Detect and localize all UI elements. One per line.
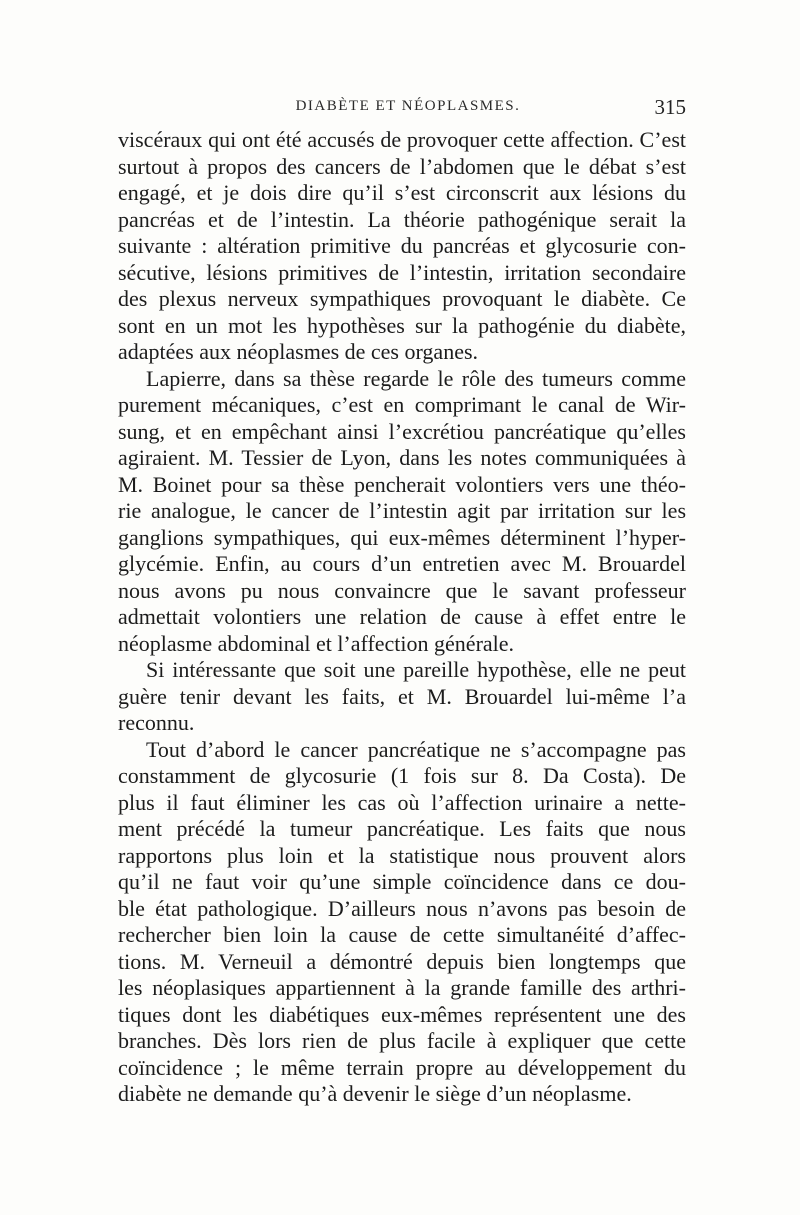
text-line: sécutive, lésions primitives de l’intestin, irritation secondaire: [118, 259, 686, 285]
text-line: néoplasme abdominal et l’affection générale.: [118, 630, 515, 656]
text-line: guère tenir devant les faits, et M. Brouardel lui-même l’a: [118, 683, 686, 709]
text-line: ment précédé la tumeur pancréatique. Les faits que nous: [118, 816, 686, 841]
text-line: ganglions sympathiques, qui eux-mêmes déterminent l’hyper-: [118, 524, 686, 550]
text-line: des plexus nerveux sympathiques provoquant le diabète. Ce: [118, 286, 686, 311]
text-line: admettait volontiers une relation de cause à effet entre le: [118, 604, 686, 629]
text-line: branches. Dès lors rien de plus facile à expliquer que cette: [118, 1028, 686, 1053]
text-line: pancréas et de l’intestin. La théorie pathogénique serait la: [118, 206, 686, 232]
text-line: rie analogue, le cancer de l’intestin agit par irritation sur les: [118, 498, 686, 523]
text-line: tiques dont les diabétiques eux-mêmes représentent une des: [118, 1001, 686, 1027]
text-line: glycémie. Enfin, au cours d’un entretien avec M. Brouardel: [118, 551, 686, 576]
text-line: sung, et en empêchant ainsi l’excrétiou pancréatique qu’elles: [118, 418, 686, 444]
text-line: les néoplasiques appartiennent à la grande famille des arthri-: [118, 975, 686, 1000]
text-line: agiraient. M. Tessier de Lyon, dans les notes communiquées à: [118, 445, 686, 470]
text-line: constamment de glycosurie (1 fois sur 8. Da Costa). De: [118, 763, 686, 788]
text-line: Tout d’abord le cancer pancréatique ne s’accompagne pas: [146, 736, 686, 762]
page-header: [118, 95, 686, 122]
text-line: sont en un mot les hypothèses sur la pathogénie du diabète,: [118, 312, 686, 338]
text-line: diabète ne demande qu’à devenir le siège d’un néoplasme.: [118, 1081, 632, 1106]
text-line: tions. M. Verneuil a démontré depuis bien longtemps que: [118, 948, 686, 974]
body-text: [118, 127, 686, 1108]
text-line: Si intéressante que soit une pareille hypothèse, elle ne peut: [146, 657, 686, 682]
text-line: rechercher bien loin la cause de cette simultanéité d’affec-: [118, 922, 686, 947]
text-line: reconnu.: [118, 710, 195, 735]
text-line: Lapierre, dans sa thèse regarde le rôle des tumeurs comme: [146, 365, 686, 391]
text-line: plus il faut éliminer les cas où l’affection urinaire a nette-: [118, 789, 686, 815]
text-line: M. Boinet pour sa thèse pencherait volontiers vers une théo-: [118, 471, 686, 497]
text-line: rapportons plus loin et la statistique nous prouvent alors: [118, 842, 686, 868]
text-line: purement mécaniques, c’est en comprimant le canal de Wir-: [118, 392, 686, 417]
text-line: adaptées aux néoplasmes de ces organes.: [118, 339, 479, 364]
text-line: suivante : altération primitive du pancréas et glycosurie con-: [118, 233, 686, 258]
text-line: coïncidence ; le même terrain propre au développement du: [118, 1054, 686, 1080]
page-number: 315: [654, 95, 686, 119]
text-line: ble état pathologique. D’ailleurs nous n’avons pas besoin de: [118, 895, 686, 921]
text-line: surtout à propos des cancers de l’abdomen que le débat s’est: [118, 153, 686, 179]
text-line: viscéraux qui ont été accusés de provoquer cette affection. C’est: [118, 127, 686, 152]
running-title: DIABÈTE ET NÉOPLASMES.: [295, 98, 521, 114]
text-line: qu’il ne faut voir qu’une simple coïncidence dans ce dou-: [118, 869, 686, 894]
text-line: engagé, et je dois dire qu’il s’est circonscrit aux lésions du: [118, 180, 686, 205]
text-line: nous avons pu nous convaincre que le savant professeur: [118, 577, 686, 603]
